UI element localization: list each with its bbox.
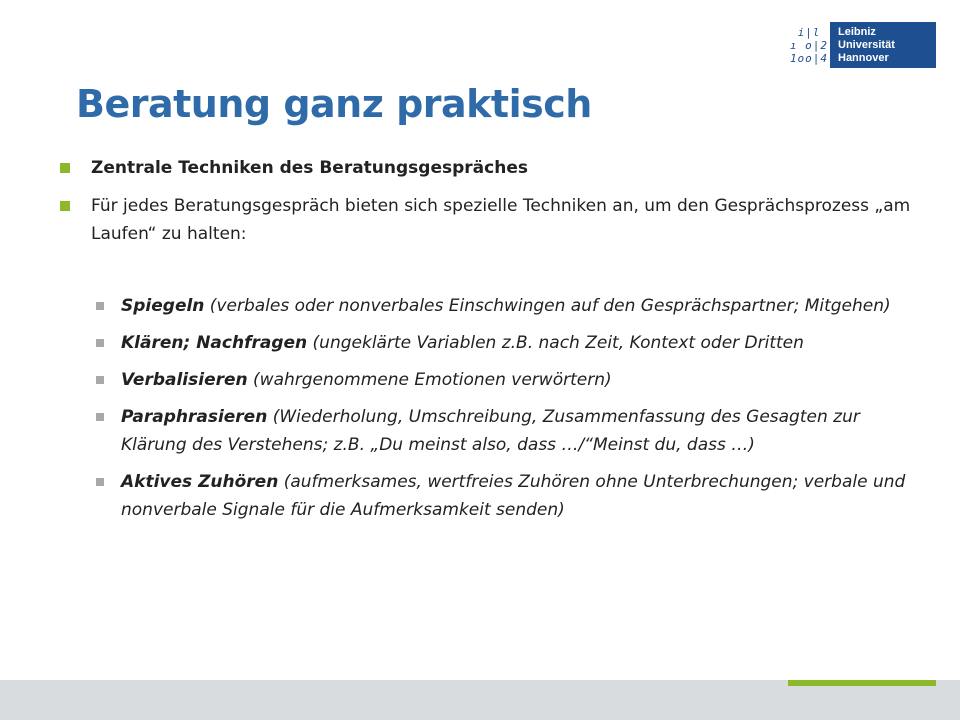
technique-item bbox=[96, 329, 928, 357]
square-bullet-icon bbox=[96, 413, 104, 421]
technique-desc: (Wiederholung, Umschreibung, Zusammenfassung des Gesagten zur Klärung des Verstehens; z.B. „Du meinst also, dass …/“Meinst du, dass …) bbox=[121, 407, 860, 455]
footer-accent-line bbox=[788, 680, 936, 686]
technique-term: Klären; Nachfragen bbox=[121, 333, 308, 353]
slide-content bbox=[48, 154, 928, 533]
bullet-text: Für jedes Beratungsgespräch bieten sich spezielle Techniken an, um den Gesprächsprozess „am Laufen“ zu halten: bbox=[91, 196, 911, 244]
logo-text-line: Universität bbox=[838, 38, 895, 51]
logo-mark-line: ı o|2 bbox=[789, 38, 829, 52]
technique-term: Verbalisieren bbox=[121, 370, 248, 390]
bullet-item bbox=[48, 154, 928, 182]
technique-term: Paraphrasieren bbox=[121, 407, 268, 427]
logo-mark-line: 1oo|4 bbox=[789, 51, 829, 65]
square-bullet-icon bbox=[96, 376, 104, 384]
technique-desc: (aufmerksames, wertfreies Zuhören ohne Unterbrechungen; verbale und nonverbale Signale für die Aufmerksamkeit senden) bbox=[121, 472, 906, 520]
slide-title: Beratung ganz praktisch bbox=[76, 82, 592, 126]
technique-text bbox=[121, 403, 928, 459]
bullet-text: Zentrale Techniken des Beratungsgespräches bbox=[91, 158, 528, 178]
technique-item bbox=[96, 403, 928, 459]
technique-text bbox=[121, 468, 928, 524]
technique-text bbox=[121, 366, 612, 394]
square-bullet-icon bbox=[60, 163, 70, 173]
square-bullet-icon bbox=[96, 302, 104, 310]
technique-item bbox=[96, 366, 928, 394]
logo-text-line: Hannover bbox=[838, 51, 889, 64]
technique-item bbox=[96, 292, 928, 320]
technique-term: Spiegeln bbox=[121, 296, 205, 316]
technique-desc: (verbales oder nonverbales Einschwingen auf den Gesprächspartner; Mitgehen) bbox=[204, 296, 891, 316]
bullet-item bbox=[48, 192, 928, 248]
technique-text bbox=[121, 292, 891, 320]
logo-text-line: Leibniz bbox=[838, 25, 876, 38]
footer-bar bbox=[0, 680, 960, 720]
square-bullet-icon bbox=[96, 478, 104, 486]
square-bullet-icon bbox=[96, 339, 104, 347]
university-logo bbox=[788, 22, 936, 68]
technique-desc: (ungeklärte Variablen z.B. nach Zeit, Kontext oder Dritten bbox=[307, 333, 804, 353]
technique-item bbox=[96, 468, 928, 524]
square-bullet-icon bbox=[60, 201, 70, 211]
logo-wordmark bbox=[832, 22, 936, 68]
technique-text bbox=[121, 329, 804, 357]
technique-term: Aktives Zuhören bbox=[121, 472, 279, 492]
logo-mark-line: i|l bbox=[797, 25, 821, 39]
logo-mark bbox=[788, 22, 832, 68]
technique-desc: (wahrgenommene Emotionen verwörtern) bbox=[247, 370, 612, 390]
